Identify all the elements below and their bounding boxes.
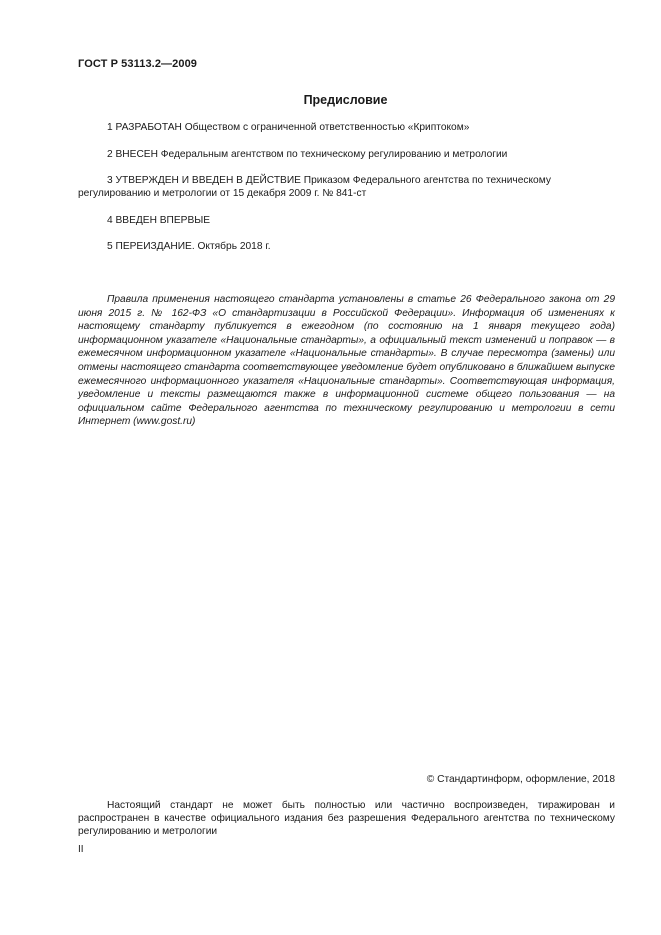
page-number: II [78, 844, 84, 855]
preface-item-4: 4 ВВЕДЕН ВПЕРВЫЕ [107, 215, 211, 226]
reprint-restriction-notice: Настоящий стандарт не может быть полностью или частично воспроизведен, тиражирован и распространен в качестве официального издания без разрешения Федерального агентства по техническому регулированию и метрологии [78, 800, 615, 838]
preface-item-5: 5 ПЕРЕИЗДАНИЕ. Октябрь 2018 г. [107, 241, 271, 252]
copyright-line: © Стандартинформ, оформление, 2018 [426, 774, 615, 785]
page-title: Предисловие [303, 93, 388, 107]
preface-item-2: 2 ВНЕСЕН Федеральным агентством по техническому регулированию и метрологии [107, 149, 508, 160]
preface-item-3-line2: регулированию и метрологии от 15 декабря 2009 г. № 841-ст [78, 188, 367, 199]
preface-item-3-line1: 3 УТВЕРЖДЕН И ВВЕДЕН В ДЕЙСТВИЕ Приказом Федерального агентства по техническому [107, 175, 551, 186]
preface-item-3 [78, 174, 615, 200]
standard-application-notice: Правила применения настоящего стандарта установлены в статье 26 Федерального закона от 29 июня 2015 г. № 162-ФЗ «О стандартизации в Российской Федерации». Информация об изменениях к настоящему стандарту публикуется в ежегодном (по состоянию на 1 января текущего года) информационном указателе «Национальные стандарты», а официальный текст изменений и поправок — в ежемесячном информационном указателе «Национальные стандарты». В случае пересмотра (замены) или отмены настоящего стандарта соответствующее уведомление будет опубликовано в ближайшем выпуске ежемесячного информационного указателя «Национальные стандарты». Соответствующая информация, уведомление и тексты размещаются также в информационной системе общего пользования — на официальном сайте Федерального агентства по техническому регулированию и метрологии в сети Интернет (www.gost.ru) [78, 294, 615, 428]
standard-number: ГОСТ Р 53113.2—2009 [78, 58, 198, 70]
preface-item-1: 1 РАЗРАБОТАН Обществом с ограниченной ответственностью «Криптоком» [107, 122, 470, 133]
